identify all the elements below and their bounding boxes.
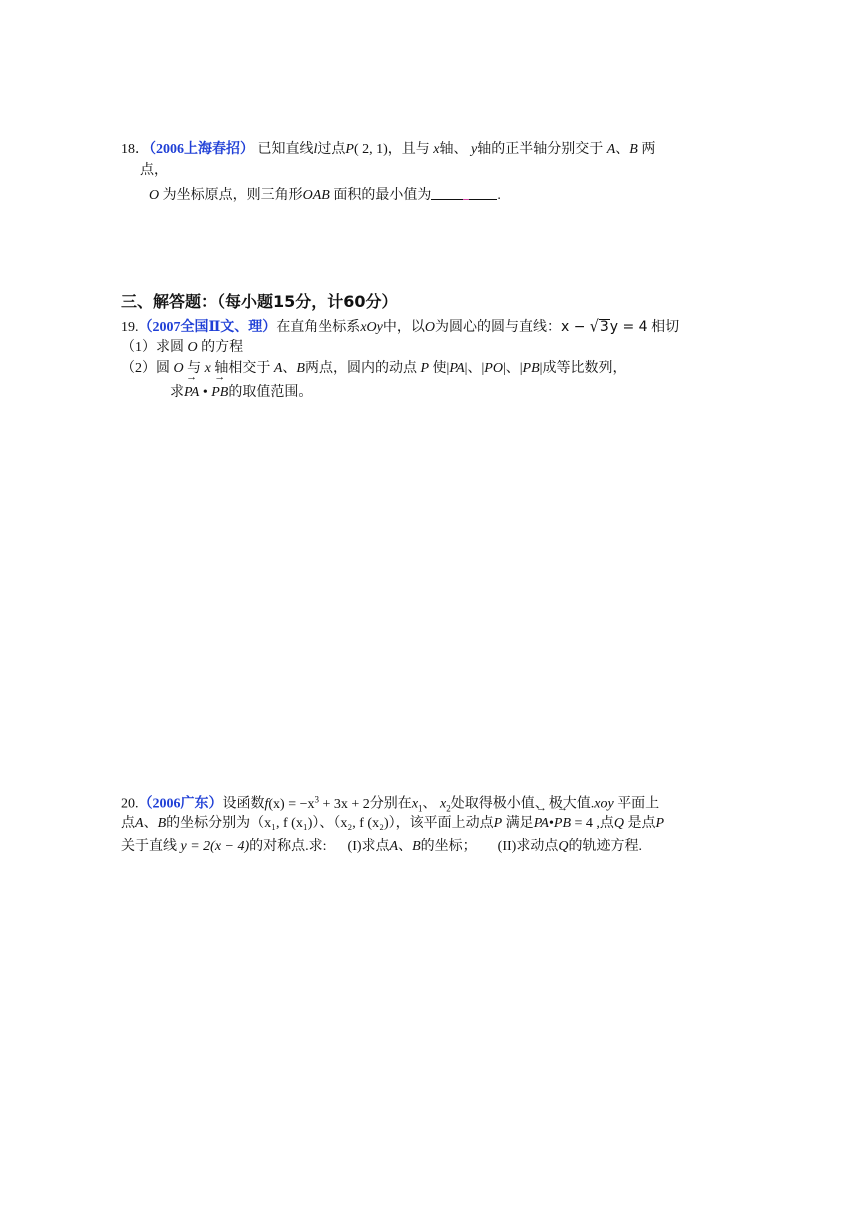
q18-var-y: y	[471, 142, 478, 157]
q20-text: 设函数	[222, 796, 265, 812]
q20-text: 满足	[505, 816, 534, 831]
q19-part2-line2	[170, 384, 312, 402]
q19-text: 与	[187, 361, 202, 376]
q19-text: 的方程	[201, 340, 244, 355]
q19-line1	[121, 318, 679, 337]
q19-var-p: P	[420, 361, 430, 376]
q18-period: .	[497, 188, 501, 203]
q19-source: （2007全国Ⅱ文、理）	[138, 320, 277, 335]
q20-var-p: P	[655, 816, 665, 831]
q18-sep: 、	[615, 142, 630, 157]
q20-sep: 、	[143, 816, 158, 831]
q20-text: 关于直线	[121, 839, 177, 854]
q18-text: 轴、	[439, 142, 468, 157]
q19-sep: 、	[282, 361, 297, 376]
q18-point-coords: ( 2, 1)	[353, 142, 388, 157]
q19-var-b: B	[296, 361, 305, 376]
q20-fx: (x) = −x	[268, 796, 315, 812]
q18-text: 为坐标原点，则三角形	[162, 188, 303, 203]
q19-eq-part: x −	[560, 319, 590, 335]
q19-text: 为圆心的圆与直线：	[434, 320, 561, 335]
q20-text: 平面上	[617, 796, 660, 812]
q19-text: 使|	[432, 361, 450, 376]
q20-var-b: B	[157, 816, 167, 831]
q20-text: ,点	[592, 816, 614, 831]
q18-var-x: x	[433, 142, 440, 157]
q20-line-equation: y = 2(x − 4)	[180, 839, 250, 854]
q20-function	[268, 794, 370, 812]
q20-point-b: （x₂, f (x₂)）	[333, 816, 396, 831]
q19-line-equation	[561, 319, 648, 335]
q19-radicand: 3	[599, 319, 609, 335]
q19-var-a: A	[273, 361, 283, 376]
q20-sep: 、	[319, 816, 334, 831]
q19-part1	[121, 339, 243, 357]
q20-text: 点	[121, 816, 135, 831]
q20-text: 的坐标；	[420, 839, 477, 854]
q20-sep: 、	[422, 796, 437, 812]
q19-text: 求	[170, 385, 184, 400]
q18-triangle: OAB	[302, 188, 330, 203]
section-heading: 三、解答题：（每小题15分，计60分）	[121, 292, 398, 311]
q18-number: 18．	[121, 142, 149, 157]
dot-product-icon: •	[199, 385, 212, 400]
q20-var-x1: x	[411, 796, 419, 812]
q18-text: 过点	[317, 142, 346, 157]
q20-part1: (I)求点	[347, 839, 390, 854]
q20-text: ，该平面上动点	[395, 816, 494, 831]
vector-pb: → PB	[211, 384, 228, 402]
q20-var-a: A	[135, 816, 144, 831]
q18-source: （2006上海春招）	[149, 142, 254, 157]
q20-var-p: P	[493, 816, 503, 831]
q19-text: |、|	[464, 361, 485, 376]
q19-var-o: O	[187, 340, 198, 355]
q20-text: 是点	[627, 816, 656, 831]
q19-text: 轴相交于	[214, 361, 271, 376]
q19-number: 19.	[121, 320, 139, 335]
q18-var-o: O	[149, 188, 160, 203]
q18-text: 已知直线	[254, 142, 314, 157]
sqrt-icon: √	[589, 317, 599, 337]
q19-var-pa: PA	[449, 361, 465, 376]
q20-var-q: Q	[558, 839, 569, 854]
q20-sub: 1	[418, 803, 423, 814]
q19-text: |成等比数列，	[539, 361, 627, 376]
dot-product-icon: •	[549, 816, 554, 831]
q20-line1	[121, 790, 659, 817]
q19-text: |、|	[502, 361, 523, 376]
q20-eq: = 4	[571, 816, 593, 831]
q20-point-a: （x₁, f (x₁)）	[250, 816, 320, 831]
q19-var-pb: PB	[522, 361, 540, 376]
q20-part2: (II)求动点	[497, 839, 559, 854]
q20-text: 处取得极小值、极大值.	[450, 796, 595, 812]
q18-text: 轴的正半轴分别交于	[477, 142, 604, 157]
q20-var-b: B	[412, 839, 421, 854]
q20-var-f: f	[264, 796, 269, 812]
q19-text: （1）求圆	[121, 340, 184, 355]
q19-text: （2）圆	[121, 361, 170, 376]
q20-var-x2: x	[440, 796, 447, 812]
vector-pa: → PA	[184, 384, 199, 402]
q18-text: ，且与	[387, 142, 430, 157]
q20-poly: + 3x + 2	[319, 796, 370, 812]
q20-source: （2006广东）	[138, 796, 223, 812]
q20-text: 的对称点.求:	[249, 839, 327, 854]
q18-blank-mark	[463, 199, 469, 200]
q19-text: 中，以	[382, 320, 425, 335]
q20-text: 的坐标分别为	[166, 816, 251, 831]
q20-var-xoy: xoy	[594, 796, 614, 812]
q18-var-b: B	[629, 142, 638, 157]
q19-eq-part: y = 4	[609, 319, 648, 335]
q18-answer-blank[interactable]	[431, 185, 497, 200]
q19-text: 两点，圆内的动点	[304, 361, 417, 376]
q18-var-l: l	[313, 142, 318, 157]
vector-pa: → PA	[534, 815, 549, 833]
q20-exp: 3	[314, 794, 320, 804]
q20-sep: 、	[398, 839, 413, 854]
vector-pb: → PB	[554, 815, 571, 833]
q20-sub: 2	[446, 803, 451, 814]
q19-text: 相切	[647, 320, 680, 335]
q19-var-o: O	[173, 361, 184, 376]
q18-var-p: P	[345, 142, 354, 157]
q20-text: 分别在	[369, 796, 412, 812]
q20-line3	[121, 838, 642, 856]
q19-text: 在直角坐标系	[276, 320, 361, 335]
q18-line2	[140, 162, 168, 180]
q18-line3	[149, 184, 501, 205]
q19-var-po: PO	[484, 361, 503, 376]
q20-text: 的轨迹方程.	[568, 839, 642, 854]
q18-text: 两	[641, 142, 656, 157]
q20-number: 20.	[121, 796, 139, 812]
q19-var-xoy: xOy	[360, 320, 383, 335]
q20-line2	[121, 815, 664, 833]
q18-text: 面积的最小值为	[329, 188, 432, 203]
q19-var-x: x	[204, 361, 211, 376]
q19-var-o: O	[424, 320, 435, 335]
q20-var-a: A	[389, 839, 399, 854]
q18-text: 点，	[140, 163, 168, 178]
q18-line1	[121, 141, 655, 159]
q18-var-a: A	[606, 142, 616, 157]
q19-text: 的取值范围。	[228, 385, 313, 400]
q20-var-q: Q	[613, 816, 625, 831]
